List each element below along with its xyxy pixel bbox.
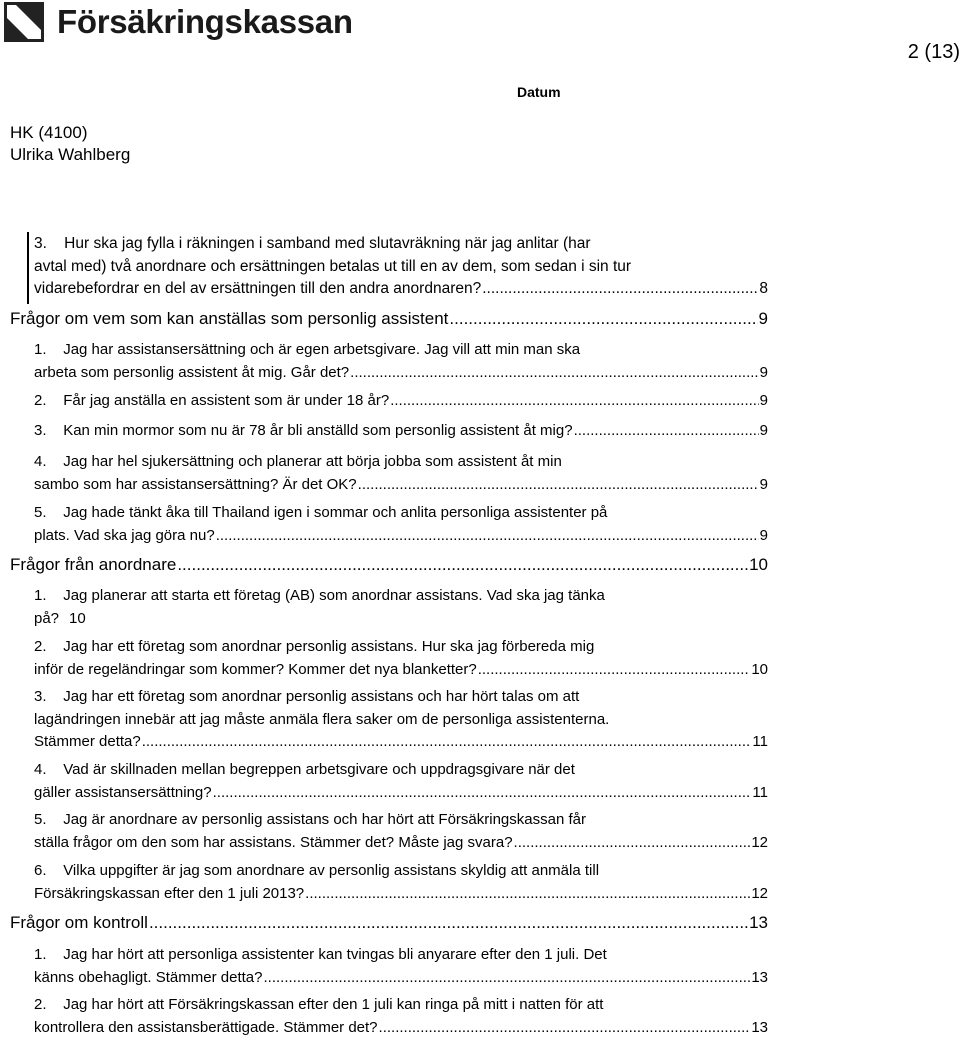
toc-entry-text: arbeta som personlig assistent åt mig. Går det? (34, 363, 350, 381)
toc-entry-text: Vad är skillnaden mellan begreppen arbetsgivare och uppdragsgivare när det (63, 761, 575, 778)
dot-leader (514, 832, 751, 855)
toc-entry-text: ställa frågor om den som har assistans. Stämmer det? Måste jag svara? (34, 833, 513, 851)
toc-entry-text: sambo som har assistansersättning? Är det OK? (34, 475, 357, 493)
toc-page-number: 9 (758, 309, 768, 328)
dot-leader (379, 1017, 751, 1040)
toc-entry[interactable] (34, 390, 768, 413)
toc-page-number: 12 (751, 833, 768, 851)
dot-leader (482, 278, 758, 301)
toc-entry[interactable] (34, 636, 768, 681)
toc-page-number: 8 (759, 280, 768, 297)
dot-leader (478, 659, 751, 682)
dot-leader (358, 474, 759, 497)
logo (4, 2, 353, 42)
toc-entry-text: Hur ska jag fylla i räkningen i samband med slutavräkning när jag anlitar (har (64, 235, 591, 252)
toc-entry-text: Jag har assistansersättning och är egen arbetsgivare. Jag vill att min man ska (63, 341, 581, 358)
toc-page-number: 10 (749, 555, 768, 574)
toc-entry-text: känns obehagligt. Stämmer detta? (34, 968, 263, 986)
toc-entry-number: 2. (34, 996, 47, 1013)
toc-entry-text: kontrollera den assistansberättigade. Stämmer det? (34, 1018, 378, 1036)
toc-entry-text: Kan min mormor som nu är 78 år bli anställd som personlig assistent åt mig? (63, 422, 573, 439)
toc-entry[interactable] (34, 994, 768, 1039)
sender-line: Ulrika Wahlberg (10, 145, 131, 164)
toc-heading-text: Frågor från anordnare (10, 555, 177, 574)
sender-block (10, 122, 130, 166)
toc-entry-text: Jag hade tänkt åka till Thailand igen i sommar och anlita personliga assistenter på (63, 504, 608, 521)
toc-entry-text: Får jag anställa en assistent som är under 18 år? (63, 392, 390, 409)
toc-entry-text: på? (34, 609, 60, 627)
toc-page-number: 10 (69, 609, 86, 627)
toc-entry[interactable] (34, 944, 768, 989)
toc-entry[interactable] (34, 420, 768, 443)
dot-leader (305, 883, 750, 906)
toc-entry-number: 3. (34, 688, 47, 705)
toc-entry-text: plats. Vad ska jag göra nu? (34, 526, 215, 544)
toc-page-number: 11 (752, 783, 768, 801)
toc-entry-text: Jag planerar att starta ett företag (AB) som anordnar assistans. Vad ska jag tänka (63, 587, 605, 604)
toc-entry[interactable] (34, 339, 768, 384)
toc-page-number: 13 (749, 913, 768, 932)
toc-entry-text: avtal med) två anordnare och ersättningen betalas ut till en av dem, som sedan i sin tur (34, 257, 632, 275)
toc-page-number: 9 (759, 363, 768, 381)
toc-page-number: 11 (752, 733, 768, 750)
toc-entry-text: Jag har ett företag som anordnar personlig assistans och har hört talas om att (63, 688, 580, 705)
logo-mark-icon (4, 2, 44, 42)
toc-entry[interactable] (34, 686, 768, 754)
toc-entry-text: Jag har hört att personliga assistenter kan tvingas bli anyarare efter den 1 juli. Det (63, 946, 607, 963)
toc-heading[interactable] (10, 306, 768, 332)
dot-leader (263, 967, 750, 990)
toc-page-number: 10 (751, 660, 768, 678)
dot-leader (149, 910, 748, 936)
dot-leader (216, 525, 759, 548)
toc-entry[interactable] (34, 585, 768, 630)
dot-leader (350, 362, 759, 385)
date-label: Datum (517, 84, 561, 100)
toc-entry-text: inför de regeländringar som kommer? Kommer det nya blanketter? (34, 660, 477, 678)
toc-page-number: 13 (751, 968, 768, 986)
toc-entry-number: 6. (34, 862, 47, 879)
toc-page-number: 9 (759, 526, 768, 544)
toc-entry-number: 4. (34, 453, 47, 470)
toc-entry[interactable] (34, 759, 768, 804)
toc-entry-number: 3. (34, 422, 47, 439)
toc-heading[interactable] (10, 552, 768, 578)
toc-page-number: 12 (751, 884, 768, 902)
toc-entry-number: 5. (34, 504, 47, 521)
toc-entry-number: 3. (34, 235, 47, 252)
revision-bar (27, 232, 29, 304)
toc-entry[interactable] (34, 233, 768, 301)
toc-entry-number: 1. (34, 341, 47, 358)
sender-line: HK (4100) (10, 123, 88, 142)
toc-entry-text: vidarebefordrar en del av ersättningen till den andra anordnaren? (34, 280, 482, 297)
dot-leader (390, 390, 758, 413)
toc-heading-text: Frågor om kontroll (10, 913, 148, 932)
toc-entry[interactable] (34, 860, 768, 905)
dot-leader (142, 731, 752, 754)
toc-entry-text: gäller assistansersättning? (34, 783, 212, 801)
toc-entry-number: 5. (34, 811, 47, 828)
dot-leader (574, 420, 759, 443)
toc-entry[interactable] (34, 451, 768, 496)
toc-entry-text: Vilka uppgifter är jag som anordnare av personlig assistans skyldig att anmäla till (63, 862, 600, 879)
toc-heading-text: Frågor om vem som kan anställas som personlig assistent (10, 309, 449, 328)
toc-entry-number: 2. (34, 638, 47, 655)
toc-entry-number: 4. (34, 761, 47, 778)
toc-entry-text: Jag har hört att Försäkringskassan efter den 1 juli kan ringa på mitt i natten för att (63, 996, 604, 1013)
toc-entry-text: lagändringen innebär att jag måste anmäla flera saker om de personliga assistenterna. (34, 710, 610, 728)
toc-entry-number: 2. (34, 392, 47, 409)
toc-entry[interactable] (34, 809, 768, 854)
toc-entry-number: 1. (34, 946, 47, 963)
dot-leader (449, 306, 757, 332)
toc-entry-text: Jag har hel sjukersättning och planerar att börja jobba som assistent åt min (63, 453, 562, 470)
toc-entry-text: Stämmer detta? (34, 733, 141, 750)
dot-leader (177, 552, 748, 578)
toc-entry-number: 1. (34, 587, 47, 604)
toc-entry[interactable] (34, 502, 768, 547)
toc-entry-text: Försäkringskassan efter den 1 juli 2013? (34, 884, 305, 902)
dot-leader (213, 782, 752, 805)
toc-heading[interactable] (10, 910, 768, 936)
toc-page-number: 9 (759, 422, 768, 439)
page-number: 2 (13) (907, 41, 960, 63)
toc-entry-text: Jag är anordnare av personlig assistans och har hört att Försäkringskassan får (63, 811, 586, 828)
toc-page-number: 9 (759, 475, 768, 493)
toc-entry-text: Jag har ett företag som anordnar personlig assistans. Hur ska jag förbereda mig (63, 638, 595, 655)
logo-text: Försäkringskassan (57, 3, 353, 40)
toc-page-number: 13 (751, 1018, 768, 1036)
toc-page-number: 9 (759, 392, 768, 409)
